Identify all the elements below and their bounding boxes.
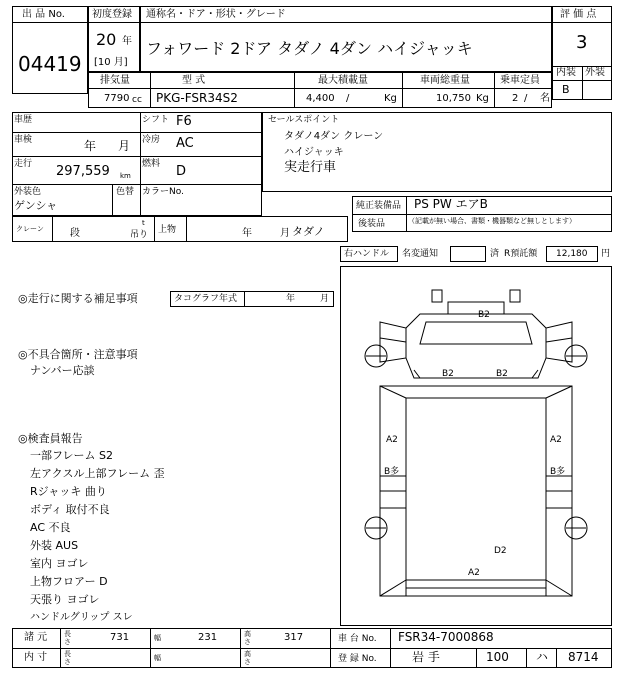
height-value: 317 <box>284 632 304 643</box>
capacity-label: 乗車定員 <box>500 75 540 86</box>
inspector-line-8: 上物フロアー D <box>30 575 108 588</box>
left-mirror <box>432 290 442 302</box>
upper-year: 年 <box>242 228 252 239</box>
car-name-label: 通称名・ドア・形状・グレード <box>146 9 286 20</box>
plate-kana: ハ <box>536 650 549 664</box>
color-value: ゲンシャ <box>14 199 58 212</box>
interior-length-label: 長さ <box>64 650 71 666</box>
supplement-label: ◎走行に関する補足事項 <box>18 292 138 305</box>
interior-dims-label: 内 寸 <box>24 652 48 663</box>
mark-a2-left: A2 <box>386 435 398 445</box>
windshield <box>420 322 532 344</box>
right-mirror <box>510 290 520 302</box>
upper-label: 上物 <box>158 225 177 235</box>
chassis-label: 車 台 No. <box>338 634 377 644</box>
tacho-month: 月 <box>320 294 330 304</box>
gross-value: 10,750 <box>436 93 471 104</box>
height-label: 高さ <box>244 630 251 646</box>
color-label: 外装色 <box>14 187 42 197</box>
mileage-unit: km <box>120 172 131 180</box>
mark-b2-cab: B2 <box>478 310 490 320</box>
sales-point-2: ハイジャッキ <box>284 147 344 158</box>
fuel-value: D <box>176 164 187 179</box>
plate-region: 岩 手 <box>412 650 440 664</box>
mark-b2-left: B2 <box>442 369 454 379</box>
inspector-line-1: 一部フレーム S2 <box>30 449 114 462</box>
mark-d2: D2 <box>494 546 507 556</box>
tacho-year: 年 <box>286 294 296 304</box>
inspector-label: ◎検査員報告 <box>18 432 83 445</box>
mark-bmany-left: B多 <box>384 467 400 477</box>
recycle-label: R預託額 <box>504 249 538 259</box>
name-change-label: 名変通知 <box>402 249 439 259</box>
crane-stage: 段 <box>70 228 80 239</box>
inspector-line-9: 天張り ヨゴレ <box>30 593 100 606</box>
exterior-label: 外装 <box>585 67 605 78</box>
history-label: 車歴 <box>14 115 33 125</box>
equipment-label: 純正装備品 <box>356 201 402 211</box>
shift-label: シフト <box>142 115 170 125</box>
maxload-value: 4,400 <box>306 93 335 104</box>
width-value: 231 <box>198 632 218 643</box>
inspector-line-3: Rジャッキ 曲り <box>30 485 107 498</box>
sales-point-1: タダノ4ダン クレーン <box>284 131 384 142</box>
upper-month: 月 <box>280 228 290 239</box>
interior-label: 内装 <box>556 67 576 78</box>
capacity-value: 2 <box>512 93 519 104</box>
inspector-line-2: 左アクスル上部フレーム 歪 <box>30 467 165 480</box>
model-value: PKG-FSR34S2 <box>156 91 238 105</box>
maxload-label: 最大積載量 <box>318 75 368 86</box>
displacement-label: 排気量 <box>100 75 130 86</box>
score-value: 3 <box>576 32 588 53</box>
name-change-cell <box>450 246 486 262</box>
equipment-value: PS PW エアB <box>414 197 488 211</box>
bumper-lines <box>414 370 538 378</box>
sales-points-label: セールスポイント <box>268 115 340 125</box>
inspector-line-6: 外装 AUS <box>30 539 79 552</box>
car-name: フォワード 2ドア タダノ 4ダン ハイジャッキ <box>146 39 473 58</box>
displacement-unit: cc <box>132 95 142 105</box>
upper-maker: タダノ <box>292 225 325 238</box>
capacity-sep: / <box>524 93 528 104</box>
ac-label: 冷房 <box>142 135 161 145</box>
mark-bmany-right: B多 <box>550 467 566 477</box>
mileage-label: 走行 <box>14 159 33 169</box>
sales-point-3: 実走行車 <box>284 160 337 175</box>
capacity-unit: 名 <box>540 93 550 104</box>
gross-label: 車両総重量 <box>420 75 470 86</box>
lot-label: 出 品 No. <box>22 9 65 20</box>
bed-inner <box>406 398 546 580</box>
inspector-line-7: 室内 ヨゴレ <box>30 557 89 570</box>
inspector-line-4: ボディ 取付不良 <box>30 503 110 516</box>
lot-number: 04419 <box>18 52 82 76</box>
first-reg-month: [10 月] <box>94 57 128 68</box>
color-change-label: 色替 <box>116 187 135 197</box>
crane-label: クレーン <box>16 225 44 233</box>
maxload-sep: / <box>346 93 350 104</box>
score-label: 評 価 点 <box>560 9 597 20</box>
interior-width-label: 幅 <box>154 654 161 662</box>
length-label: 長さ <box>64 630 71 646</box>
cab-outline <box>406 314 546 378</box>
interior-grade: B <box>562 83 570 96</box>
inspection-label: 車検 <box>14 135 33 145</box>
mark-a2-right: A2 <box>550 435 562 445</box>
inspector-line-10: ハンドルグリップ スレ <box>30 612 133 623</box>
bed-outer <box>380 386 572 596</box>
mileage-value: 297,559 <box>56 164 110 179</box>
inspector-line-5: AC 不良 <box>30 521 71 534</box>
inspection-month: 月 <box>118 139 131 153</box>
year-unit: 年 <box>122 36 132 47</box>
first-reg-label: 初度登録 <box>92 9 132 20</box>
crane-t: t <box>142 219 145 227</box>
recycle-value: 12,180 <box>556 249 588 259</box>
aftermarket-note: （記載が無い場合、書類・機器類など無しとします） <box>408 217 576 225</box>
plate-class: 100 <box>486 650 509 664</box>
plate-label: 登 録 No. <box>338 654 377 664</box>
recycle-unit: 円 <box>601 249 611 259</box>
defects-label: ◎不具合箇所・注意事項 <box>18 348 138 361</box>
cab-roof <box>448 302 504 314</box>
inspection-year: 年 <box>84 139 97 153</box>
mark-b2-right: B2 <box>496 369 508 379</box>
length-value: 731 <box>110 632 130 643</box>
chassis-value: FSR34-7000868 <box>398 630 494 644</box>
mark-a2-rear: A2 <box>468 568 480 578</box>
fuel-label: 燃料 <box>142 159 161 169</box>
recycle-prefix: 済 <box>490 249 500 259</box>
width-label: 幅 <box>154 634 161 642</box>
dims-label: 諸 元 <box>24 632 48 643</box>
displacement-value: 7790 <box>104 93 130 104</box>
color-no-label: カラーNo. <box>142 187 184 197</box>
first-reg-year: 20 <box>96 30 117 49</box>
shift-value: F6 <box>176 114 192 129</box>
maxload-unit: Kg <box>384 93 397 104</box>
steering-value: 右ハンドル <box>344 249 390 259</box>
defect-line-1: ナンバー応談 <box>30 364 95 377</box>
crane-lift: 吊り <box>130 230 149 240</box>
interior-height-label: 高さ <box>244 650 251 666</box>
gross-unit: Kg <box>476 93 489 104</box>
aftermarket-label: 後装品 <box>358 219 386 229</box>
model-label: 型 式 <box>182 75 206 86</box>
ac-value: AC <box>176 136 194 151</box>
plate-number: 8714 <box>568 650 599 664</box>
tacho-label: タコグラフ年式 <box>174 294 238 304</box>
